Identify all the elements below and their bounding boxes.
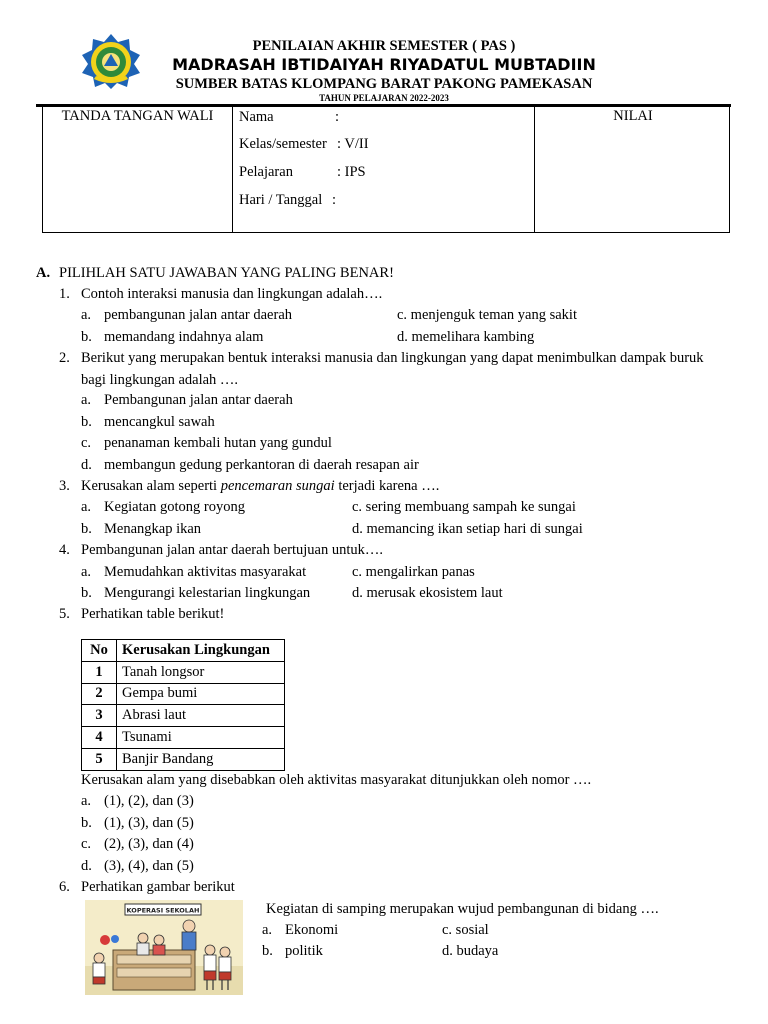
environmental-damage-table xyxy=(81,639,285,771)
academic-year: TAHUN PELAJARAN 2022-2023 xyxy=(319,93,449,103)
q3-text-pre: Kerusakan alam seperti xyxy=(81,478,221,494)
field-pelajaran xyxy=(239,164,366,181)
table-row xyxy=(82,748,285,770)
table-row xyxy=(82,661,285,683)
field-hari-tanggal xyxy=(239,192,337,209)
field-kelas xyxy=(239,136,369,153)
table-cell-name: Abrasi laut xyxy=(117,705,285,727)
option-letter: a. xyxy=(81,564,92,580)
signature-label: TANDA TANGAN WALI xyxy=(61,108,214,124)
option-letter: b. xyxy=(81,585,92,601)
table-cell-no: 2 xyxy=(82,683,117,705)
q2-number: 2. xyxy=(59,350,70,366)
q2-option-a: Pembangunan jalan antar daerah xyxy=(104,392,293,408)
signature-column xyxy=(43,107,233,232)
field-label: Pelajaran xyxy=(239,164,293,180)
q4-text: Pembangunan jalan antar daerah bertujuan untuk…. xyxy=(81,542,383,558)
section-letter: A. xyxy=(36,265,51,281)
option-letter: d. xyxy=(81,858,92,874)
table-header-row xyxy=(82,640,285,662)
school-name: MADRASAH IBTIDAIYAH RIYADATUL MUBTADIIN xyxy=(172,55,596,74)
q2-option-d: membangun gedung perkantoran di daerah resapan air xyxy=(104,457,419,473)
option-letter: a. xyxy=(262,922,273,938)
q6-option-c: c. sosial xyxy=(442,922,489,938)
table-cell-no: 3 xyxy=(82,705,117,727)
option-letter: a. xyxy=(81,307,92,323)
q2-option-c: penanaman kembali hutan yang gundul xyxy=(104,435,332,451)
q3-text-italic: pencemaran sungai xyxy=(220,478,335,494)
q3-option-d: d. memancing ikan setiap hari di sungai xyxy=(352,521,583,537)
option-letter: b. xyxy=(262,943,273,959)
q5-option-a: (1), (2), dan (3) xyxy=(104,793,194,809)
table-header-name: Kerusakan Lingkungan xyxy=(117,640,285,662)
identity-fields-column xyxy=(233,107,535,232)
table-cell-no: 4 xyxy=(82,727,117,749)
q3-text-post: terjadi karena …. xyxy=(334,478,440,494)
field-label: Hari / Tanggal xyxy=(239,192,323,208)
q6-option-a: Ekonomi xyxy=(285,922,339,938)
table-cell-name: Banjir Bandang xyxy=(117,748,285,770)
q4-option-d: d. merusak ekosistem laut xyxy=(352,585,503,601)
table-cell-name: Tanah longsor xyxy=(117,661,285,683)
table-cell-name: Tsunami xyxy=(117,727,285,749)
field-label: Kelas/semester xyxy=(239,136,327,152)
q1-option-a: pembangunan jalan antar daerah xyxy=(104,307,293,323)
q3-option-c: c. sering membuang sampah ke sungai xyxy=(352,499,576,515)
q5-option-b: (1), (3), dan (5) xyxy=(104,815,194,831)
cooperative-sign-text: KOPERASI SEKOLAH xyxy=(126,906,200,915)
q5-option-c: (2), (3), dan (4) xyxy=(104,836,194,852)
option-letter: a. xyxy=(81,392,92,408)
field-label: Nama xyxy=(239,109,274,125)
table-cell-name: Gempa bumi xyxy=(117,683,285,705)
q6-number: 6. xyxy=(59,879,70,895)
option-letter: b. xyxy=(81,815,92,831)
option-letter: d. xyxy=(81,457,92,473)
table-row xyxy=(82,683,285,705)
field-value: : xyxy=(335,109,340,125)
q1-option-d: d. memelihara kambing xyxy=(397,329,535,345)
table-header-no: No xyxy=(82,640,117,662)
score-label: NILAI xyxy=(613,108,653,124)
student-identity-box xyxy=(42,107,730,233)
q2-text-line2: bagi lingkungan adalah …. xyxy=(81,372,239,388)
q5-text: Perhatikan table berikut! xyxy=(81,606,225,622)
q3-text xyxy=(81,477,439,495)
q5-number: 5. xyxy=(59,606,70,622)
option-letter: b. xyxy=(81,329,92,345)
q3-option-a: Kegiatan gotong royong xyxy=(104,499,245,515)
q6-text: Perhatikan gambar berikut xyxy=(81,879,235,895)
q1-option-b: memandang indahnya alam xyxy=(104,329,264,345)
table-cell-no: 1 xyxy=(82,661,117,683)
q3-number: 3. xyxy=(59,478,70,494)
q6-option-d: d. budaya xyxy=(442,943,499,959)
table-row xyxy=(82,705,285,727)
q6-question: Kegiatan di samping merupakan wujud pembangunan di bidang …. xyxy=(266,901,659,917)
q2-text-line1: Berikut yang merupakan bentuk interaksi manusia dan lingkungan yang dapat menimbulkan dampak buruk xyxy=(81,350,704,366)
q4-option-a: Memudahkan aktivitas masyarakat xyxy=(104,564,307,580)
table-cell-no: 5 xyxy=(82,748,117,770)
q3-option-b: Menangkap ikan xyxy=(104,521,202,537)
option-letter: b. xyxy=(81,414,92,430)
q5-question: Kerusakan alam yang disebabkan oleh aktivitas masyarakat ditunjukkan oleh nomor …. xyxy=(81,772,592,788)
q1-text: Contoh interaksi manusia dan lingkungan adalah…. xyxy=(81,286,383,302)
q2-option-b: mencangkul sawah xyxy=(104,414,215,430)
q1-option-c: c. menjenguk teman yang sakit xyxy=(397,307,577,323)
q6-option-b: politik xyxy=(285,943,323,959)
option-letter: b. xyxy=(81,521,92,537)
q1-number: 1. xyxy=(59,286,70,302)
option-letter: a. xyxy=(81,793,92,809)
school-cooperative-illustration xyxy=(85,900,243,995)
q4-option-b: Mengurangi kelestarian lingkungan xyxy=(104,585,311,601)
school-address: SUMBER BATAS KLOMPANG BARAT PAKONG PAMEKASAN xyxy=(175,76,593,92)
field-value: : V/II xyxy=(337,136,369,152)
q4-number: 4. xyxy=(59,542,70,558)
section-title: PILIHLAH SATU JAWABAN YANG PALING BENAR! xyxy=(59,265,394,281)
q5-option-d: (3), (4), dan (5) xyxy=(104,858,194,874)
table-row xyxy=(82,727,285,749)
option-letter: c. xyxy=(81,836,92,852)
field-value: : IPS xyxy=(337,164,366,180)
field-value: : xyxy=(332,192,337,208)
q4-option-c: c. mengalirkan panas xyxy=(352,564,475,580)
option-letter: c. xyxy=(81,435,92,451)
field-nama xyxy=(239,109,340,126)
option-letter: a. xyxy=(81,499,92,515)
exam-title: PENILAIAN AKHIR SEMESTER ( PAS ) xyxy=(252,38,516,54)
